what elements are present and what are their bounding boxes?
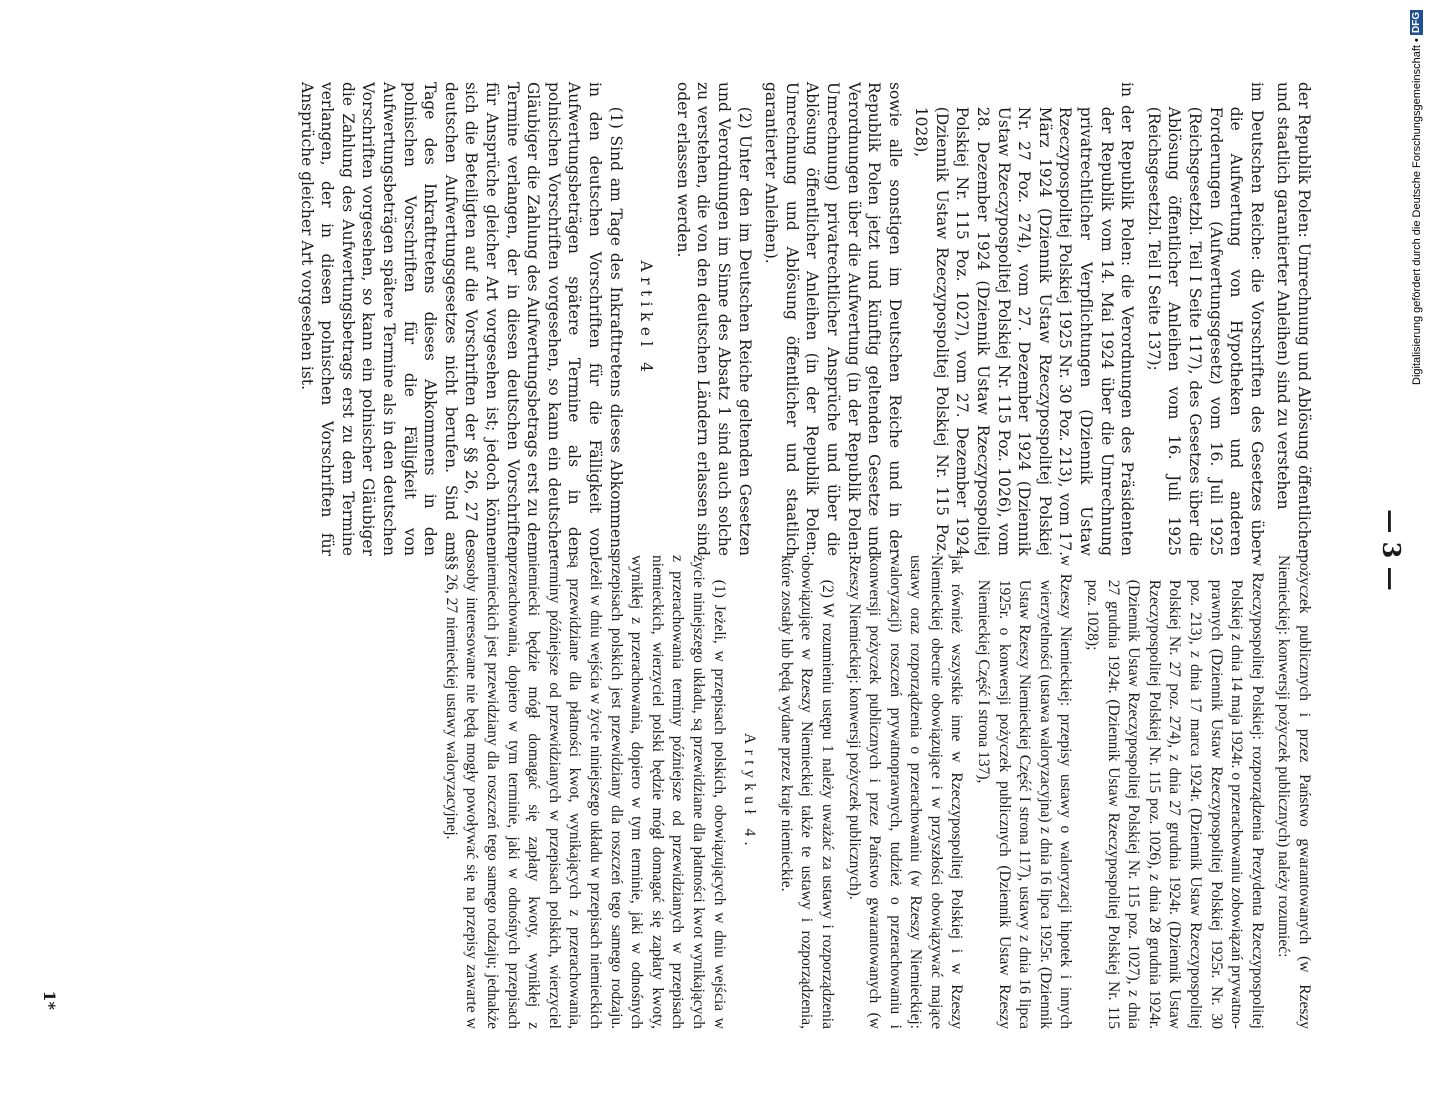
- german-column: [290, 82, 1314, 556]
- german-paragraph: sowie alle sonstigen im Deutschen Reiche und in der Republik Polen jetzt und künftig geltenden Gesetze und Verordnungen über die Aufwertung (in der Republik Polen: Umrechnung) privatrechtlicher Ansprüche und über die Ablösung öffentlicher Anleihen (in der Republik Polen: Umrechnung und Ablösung öffentlicher und staatlich garantierter Anleihen).: [762, 82, 904, 556]
- german-article-heading: Artikel 4: [637, 260, 656, 378]
- polish-paragraph: (1) Jeżeli, w przepisach polskich, obowiązujących w dniu wejścia w życie niniejszego układu, są przewidziane dla płatności kwot wynikających z przerachowania terminy późniejsze od przewidzianych w przepisach niemieckich, wierzyciel polski będzie mógł domagać się zapłaty kwoty, wynikłej z przerachowania, dopiero w tym terminie, jaki w odnośnych przepisach polskich jest przewidziany dla roszczeń tego samego rodzaju. Jeżeli w dniu wejścia w życie niniejszego układu w przepisach niemieckich są przewidziane dla płatności kwot, wynikających z przerachowania, terminy późniejsze od przewidzianych w przepisach polskich, wierzyciel niemiecki będzie mógł domagać się zapłaty kwoty, wynikłej z przerachowania, dopiero w tym terminie, jaki w odnośnych przepisach niemieckich jest przewidziany dla roszczeń tego samego rodzaju; jednakże osoby interesowane nie będą mogły powoływać się na przepisy zawarte w §§ 26, 27 niemieckiej ustawy waloryzacyjnej.: [442, 555, 728, 1029]
- polish-paragraph: pożyczek publicznych i przez Państwo gwarantowanych (w Rzeszy Niemieckiej: konwersji pożyczek publicznych) należy rozumieć:: [1275, 555, 1313, 1029]
- page-number: — 3 —: [1377, 509, 1406, 591]
- digitization-watermark: [1410, 10, 1434, 990]
- polish-paragraph: w Rzeszy Niemieckiej: przepisy ustawy o waloryzacji hipotek i innych wierzytelności (ustawa waloryzacyjna) z dnia 16 lipca 1925r. (Dziennik Ustaw Rzeszy Niemieckiej Część I strona 117), ustawy z dnia 16 lipca 1925r. o konwersji pożyczek publicznych (Dziennik Ustaw Rzeszy Niemieckiej Część I strona 137),: [975, 555, 1075, 1029]
- german-paragraph: (2) Unter den im Deutschen Reiche geltenden Gesetzen und Verordnungen im Sinne des Absatz 1 sind auch solche zu verstehen, die von den deutschen Ländern erlassen sind oder erlassen werden.: [673, 82, 754, 556]
- signature-mark: 1*: [40, 990, 59, 1010]
- german-paragraph: im Deutschen Reiche: die Vorschriften des Gesetzes über die Aufwertung von Hypotheken und anderen Forderungen (Aufwertungsgesetz) vom 16. Juli 1925 (Reichsgesetzbl. Teil I Seite 117), des Gesetzes über die Ablösung öffentlicher Anleihen vom 16. Juli 1925 (Reichsgesetzbl. Teil I Seite 137);: [1144, 82, 1266, 556]
- polish-paragraph: jak również wszystkie inne w Rzeczypospolitej Polskiej i w Rzeszy Niemieckiej obecnie obowiązujące i w przyszłości obowiązywać mające ustawy oraz rozporządzenia o przerachowaniu (w Rzeszy Niemieckiej: waloryzacji) roszczeń prywatnoprawnych, tudzież o przerachowaniu i konwersji pożyczek publicznych i przez Państwo gwarantowanych (w Rzeszy Niemieckiej: konwersji pożyczek publicznych).: [845, 555, 966, 1029]
- german-paragraph: (1) Sind am Tage des Inkrafttretens dieses Abkommens in den deutschen Vorschriften für die Fälligkeit von Aufwertungsbeträgen spätere Termine als in den polnischen Vorschriften vorgesehen, so kann ein deutscher Gläubiger die Zahlung des Aufwertungsbetrags erst zu dem Termine verlangen, der in diesen deutschen Vorschriften für Ansprüche gleicher Art vorgesehen ist; jedoch können sich die Beteiligten auf die Vorschriften der §§ 26, 27 des deutschen Aufwertungsgesetzes nicht berufen. Sind am Tage des Inkrafttretens dieses Abkommens in den polnischen Vorschriften für die Fälligkeit von Aufwertungsbeträgen spätere Termine als in den deutschen Vorschriften vorgesehen, so kann ein polnischer Gläubiger die Zahlung des Aufwertungsbetrags erst zu dem Termine verlangen, der in diesen polnischen Vorschriften für Ansprüche gleicher Art vorgesehen ist.: [297, 82, 625, 556]
- polish-paragraph: w Rzeczypospolitej Polskiej: rozporządzenia Prezydenta Rzeczypospolitej Polskiej z dnia 14 maja 1924r. o przerachowaniu zobowiązań prywatno-prawnych (Dziennik Ustaw Rzeczypospolitej Polskiej 1925r. Nr. 30 poz. 213), z dnia 17 marca 1924r. (Dziennik Ustaw Rzeczypospolitej Polskiej Nr. 27 poz. 274), z dnia 27 grudnia 1924r. (Dziennik Ustaw Rzeczypospolitej Polskiej Nr. 115 poz. 1026), z dnia 28 grudnia 1924r. (Dziennik Ustaw Rzeczypospolitej Polskiej Nr. 115 poz. 1027), z dnia 27 grudnia 1924r. (Dziennik Ustaw Rzeczypospolitej Polskiej Nr. 115 poz. 1028);: [1084, 555, 1266, 1029]
- german-paragraph: in der Republik Polen: die Verordnungen des Präsidenten der Republik vom 14. Mai 1924 über die Umrechnung privatrechtlicher Verpflichtungen (Dziennik Ustaw Rzeczypospolitej Polskiej 1925 Nr. 30 Poz. 213), vom 17. März 1924 (Dziennik Ustaw Rzeczypospolitej Polskiej Nr. 27 Poz. 274), vom 27. Dezember 1924 (Dziennik Ustaw Rzeczypospolitej Polskiej Nr. 115 Poz. 1026), vom 28. Dezember 1924 (Dziennik Ustaw Rzeczypospolitej Polskiej Nr. 115 Poz. 1027), vom 27. Dezember 1924 (Dziennik Ustaw Rzeczypospolitej Polskiej Nr. 115 Poz. 1028),: [912, 82, 1137, 556]
- polish-article-heading: Artykuł 4.: [741, 733, 759, 851]
- watermark-text: Digitalisierung gefördert durch die Deutsche Forschungsgemeinschaft •: [1411, 38, 1423, 386]
- german-paragraph: der Republik Polen: Umrechnung und Ablösung öffentlicher und staatlich garantierter Anleihen) sind zu verstehen: [1274, 82, 1313, 556]
- polish-column: [434, 555, 1314, 1029]
- polish-paragraph: (2) W rozumieniu ustępu 1 należy uważać za ustawy i rozporządzenia obowiązujące w Rzeszy Niemieckiej także te ustawy i rozporządzenia, które zostały lub będą wydane przez kraje niemieckie.: [777, 555, 836, 1029]
- dfg-logo: DFG: [1411, 12, 1422, 34]
